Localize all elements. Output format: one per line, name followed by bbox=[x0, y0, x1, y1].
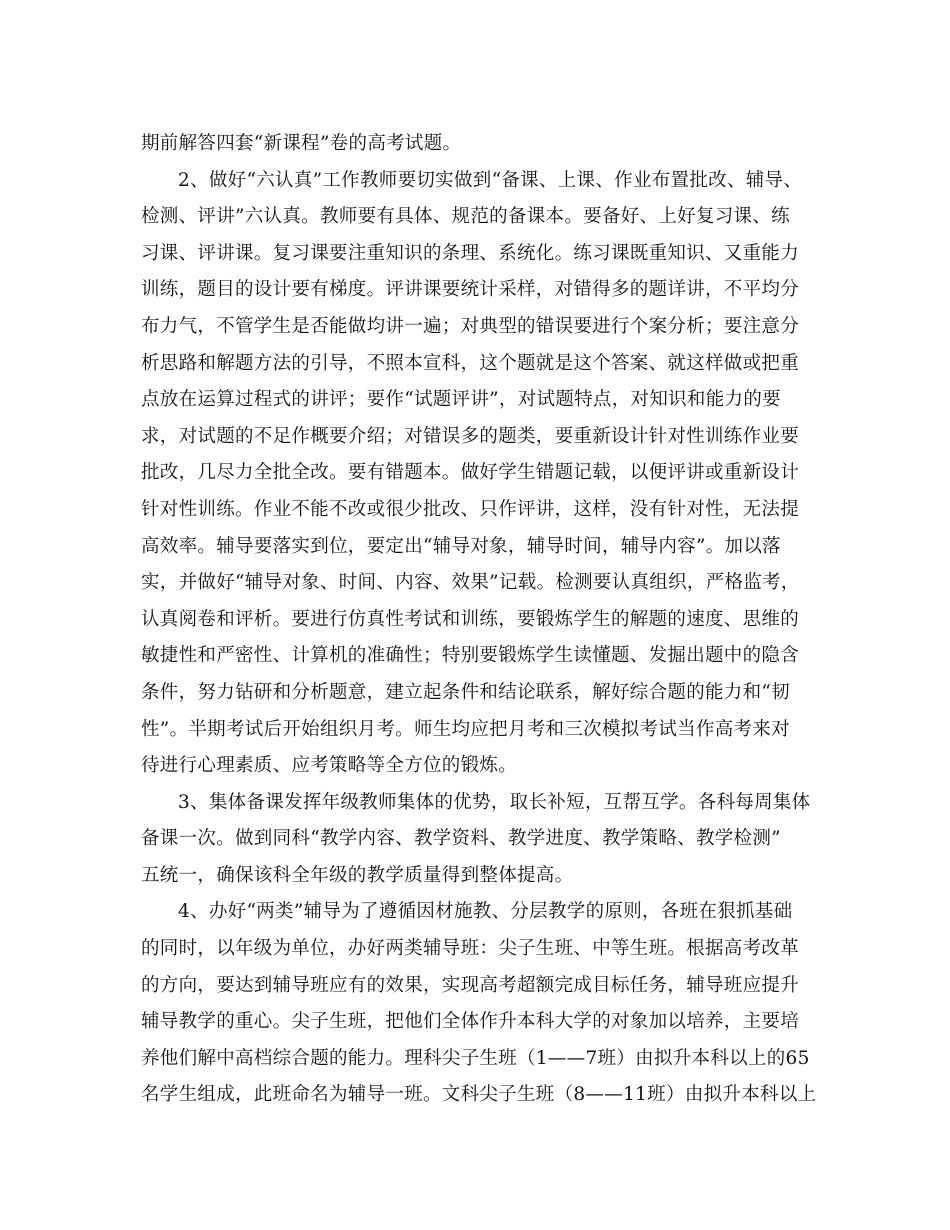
text-line: 求，对试题的不足作概要介绍；对错误多的题类，要重新设计针对性训练作业要 bbox=[141, 425, 800, 447]
text-line: 五统一，确保该科全年级的教学质量得到整体提高。 bbox=[141, 864, 574, 886]
text-line: 针对性训练。作业不能不改或很少批改、只作评讲，这样，没有针对性，无法提 bbox=[141, 498, 800, 520]
text-line: 高效率。辅导要落实到位，要定出“辅导对象，辅导时间，辅导内容”。加以落 bbox=[141, 535, 781, 557]
text-line: 名学生组成，此班命名为辅导一班。文科尖子生班（8——11班）由拟升本科以上 bbox=[141, 1084, 817, 1106]
text-line: 待进行心理素质、应考策略等全方位的锻炼。 bbox=[141, 755, 518, 777]
text-line: 检测、评讲”六认真。教师要有具体、规范的备课本。要备好、上好复习课、练 bbox=[141, 206, 790, 228]
text-line: 训练，题目的设计要有梯度。评讲课要统计采样，对错得多的题详讲，不平均分 bbox=[141, 279, 800, 301]
text-line: 批改，几尽力全批全改。要有错题本。做好学生错题记载，以便评讲或重新设计 bbox=[141, 462, 800, 484]
paragraph-3-start: 3、集体备课发挥年级教师集体的优势，取长补短，互帮互学。各科每周集体 bbox=[178, 791, 811, 813]
text-line: 性”。半期考试后开始组织月考。师生均应把月考和三次模拟考试当作高考来对 bbox=[141, 718, 790, 740]
text-line: 实，并做好“辅导对象、时间、内容、效果”记载。检测要认真组织，严格监考， bbox=[141, 572, 800, 594]
text-line: 条件，努力钻研和分析题意，建立起条件和结论联系，解好综合题的能力和“韧 bbox=[141, 681, 790, 703]
paragraph-2-start: 2、做好“六认真”工作教师要切实做到“备课、上课、作业布置批改、辅导、 bbox=[178, 169, 803, 191]
text-line: 认真阅卷和评析。要进行仿真性考试和训练，要锻炼学生的解题的速度、思维的 bbox=[141, 608, 800, 630]
text-line: 析思路和解题方法的引导，不照本宣科，这个题就是这个答案、就这样做或把重 bbox=[141, 352, 800, 374]
text-line: 期前解答四套“新课程”卷的高考试题。 bbox=[141, 133, 462, 154]
text-line: 养他们解中高档综合题的能力。理科尖子生班（1——7班）由拟升本科以上的65 bbox=[141, 1047, 810, 1069]
text-line: 的同时，以年级为单位，办好两类辅导班：尖子生班、中等生班。根据高考改革 bbox=[141, 938, 800, 960]
text-line: 的方向，要达到辅导班应有的效果，实现高考超额完成目标任务，辅导班应提升 bbox=[141, 974, 800, 996]
text-line: 习课、评讲课。复习课要注重知识的条理、系统化。练习课既重知识、又重能力 bbox=[141, 242, 800, 264]
text-line: 备课一次。做到同科“教学内容、教学资料、教学进度、教学策略、教学检测” bbox=[141, 828, 781, 850]
text-line: 布力气，不管学生是否能做均讲一遍；对典型的错误要进行个案分析；要注意分 bbox=[141, 315, 800, 337]
document-body bbox=[141, 126, 821, 1114]
paragraph-4-start: 4、办好“两类”辅导为了遵循因材施教、分层教学的原则，各班在狠抓基础 bbox=[178, 901, 793, 923]
text-line: 敏捷性和严密性、计算机的准确性；特别要锻炼学生读懂题、发掘出题中的隐含 bbox=[141, 645, 800, 667]
text-line: 点放在运算过程式的讲评；要作“试题评讲”，对试题特点，对知识和能力的要 bbox=[141, 389, 781, 411]
text-line: 辅导教学的重心。尖子生班，把他们全体作升本科大学的对象加以培养，主要培 bbox=[141, 1011, 800, 1033]
